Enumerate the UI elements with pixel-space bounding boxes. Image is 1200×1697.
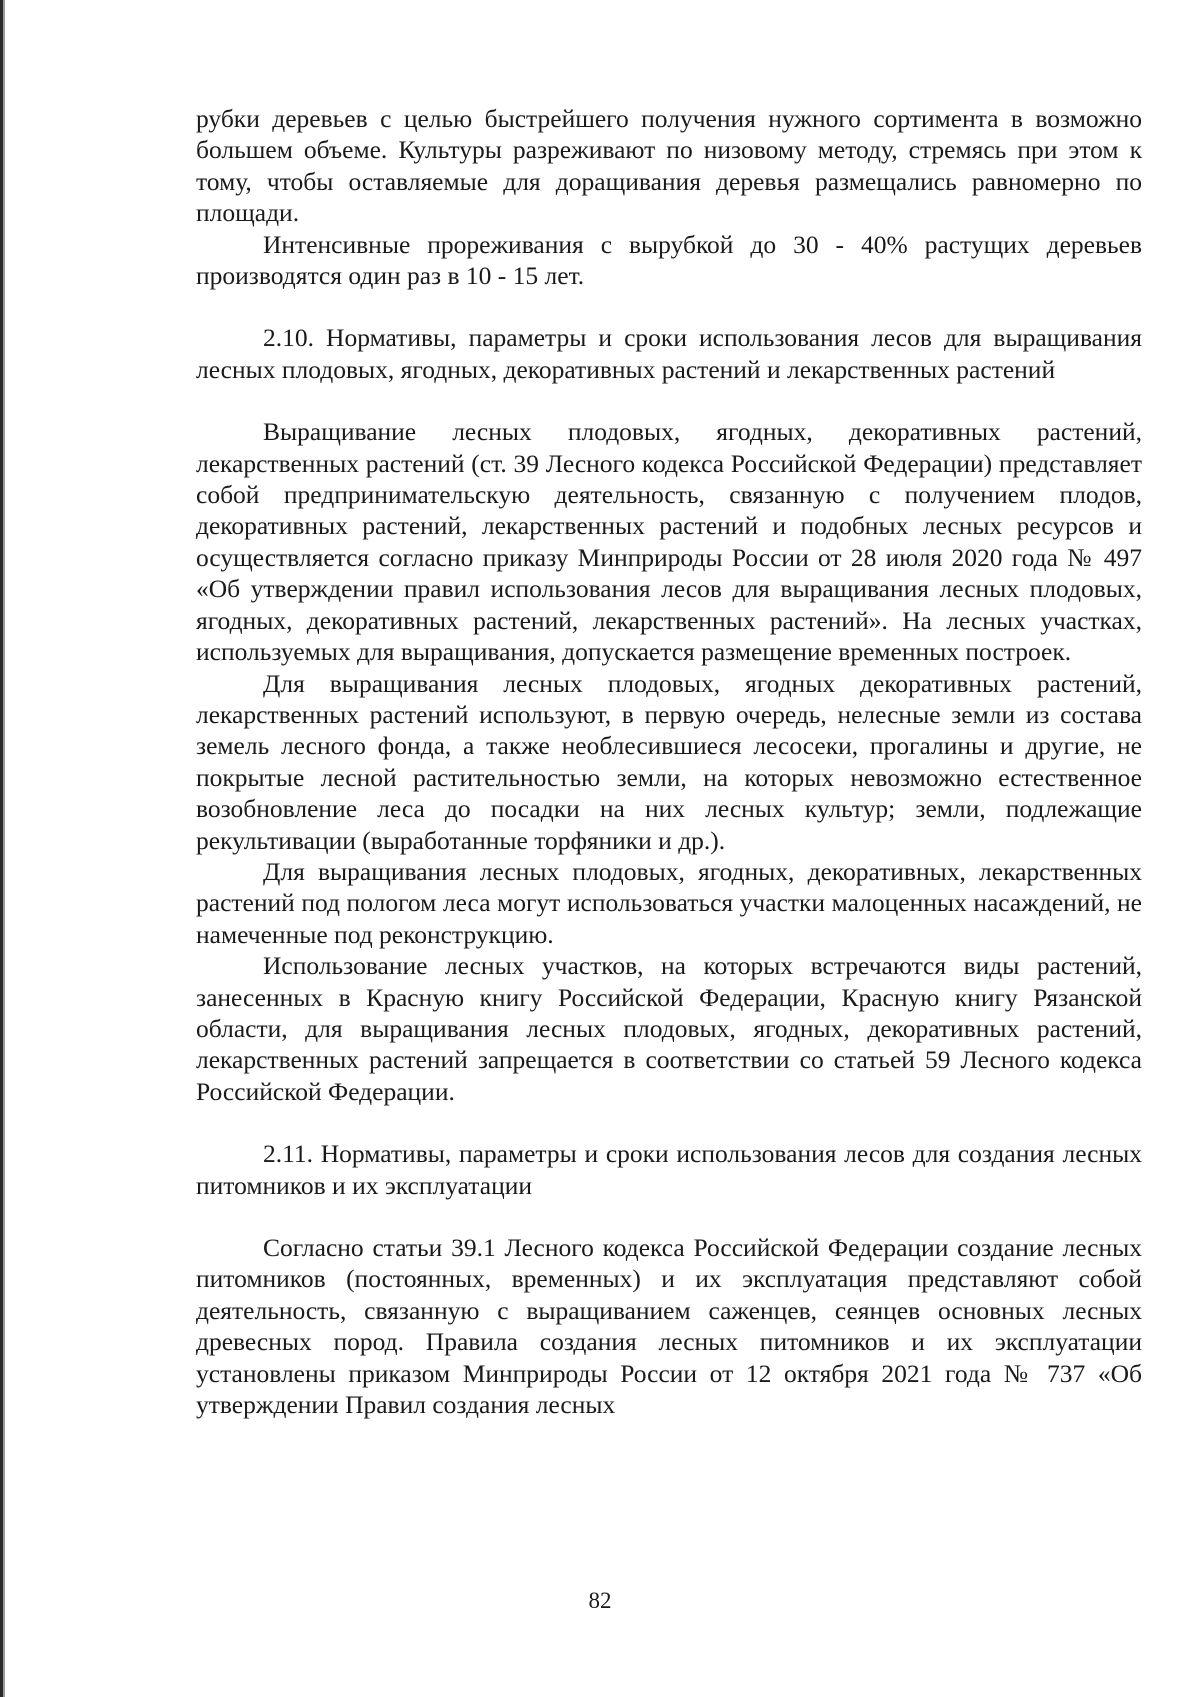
- page-number: 82: [588, 1588, 612, 1613]
- scan-binding-shadow: [3, 0, 5, 1697]
- section-2-11-body: [196, 1232, 1142, 1420]
- paragraph-2-10-2: Для выращивания лесных плодовых, ягодных декоративных растений, лекарственных растений используют, в первую очередь, нелесные земли из состава земель лесного фонда, а также необлесившиеся лесосеки, прогалины и другие, не покрытые лесной растительностью земли, на которых невозможно естественное возобновление леса до посадки на них лесных культур; земли, подлежащие рекультивации (выработанные торфяники и др.).: [196, 668, 1142, 855]
- paragraph-thinning: Интенсивные прореживания с вырубкой до 30 - 40% растущих деревьев производятся один раз в 10 - 15 лет.: [196, 229, 1142, 291]
- paragraph-2-10-4: Использование лесных участков, на которых встречаются виды растений, занесенных в Красную книгу Российской Федерации, Красную книгу Рязанской области, для выращивания лесных плодовых, ягодных, декоративных растений, лекарственных растений запрещается в соответствии со статьей 59 Лесного кодекса Российской Федерации.: [196, 951, 1142, 1106]
- section-heading-2-11: 2.11. Нормативы, параметры и сроки использования лесов для создания лесных питомников и их эксплуатации: [196, 1139, 1142, 1200]
- paragraph-2-10-1: Выращивание лесных плодовых, ягодных, декоративных растений, лекарственных растений (ст. 39 Лесного кодекса Российской Федерации) представляет собой предпринимательскую деятельность, связанную с получением плодов, декоративных растений, лекарственных растений и подобных лесных ресурсов и осуществляется согласно приказу Минприроды России от 28 июля 2020 года № 497 «Об утверждении правил использования лесов для выращивания лесных плодовых, ягодных, декоративных растений, лекарственных растений». На лесных участках, используемых для выращивания, допускается размещение временных построек.: [196, 417, 1142, 667]
- section-2-10-body: [196, 416, 1142, 1107]
- section-heading-2-10: 2.10. Нормативы, параметры и сроки использования лесов для выращивания лесных плодовых, ягодных, декоративных растений и лекарственных растений: [196, 323, 1142, 384]
- page-body: [196, 103, 1142, 1420]
- paragraph-2-10-3: Для выращивания лесных плодовых, ягодных, декоративных, лекарственных растений под пологом леса могут использоваться участки малоценных насаждений, не намеченные под реконструкцию.: [196, 856, 1142, 949]
- paragraph-continuation: рубки деревьев с целью быстрейшего получения нужного сортимента в возможно большем объеме. Культуры разреживают по низовому методу, стремясь при этом к тому, чтобы оставляемые для доращивания деревья размещались равномерно по площади.: [196, 104, 1142, 228]
- paragraph-2-11-1: Согласно статьи 39.1 Лесного кодекса Российской Федерации создание лесных питомников (постоянных, временных) и их эксплуатация представляют собой деятельность, связанную с выращиванием саженцев, сеянцев основных лесных древесных пород. Правила создания лесных питомников и их эксплуатации установлены приказом Минприроды России от 12 октября 2021 года № 737 «Об утверждении Правил создания лесных: [196, 1233, 1142, 1420]
